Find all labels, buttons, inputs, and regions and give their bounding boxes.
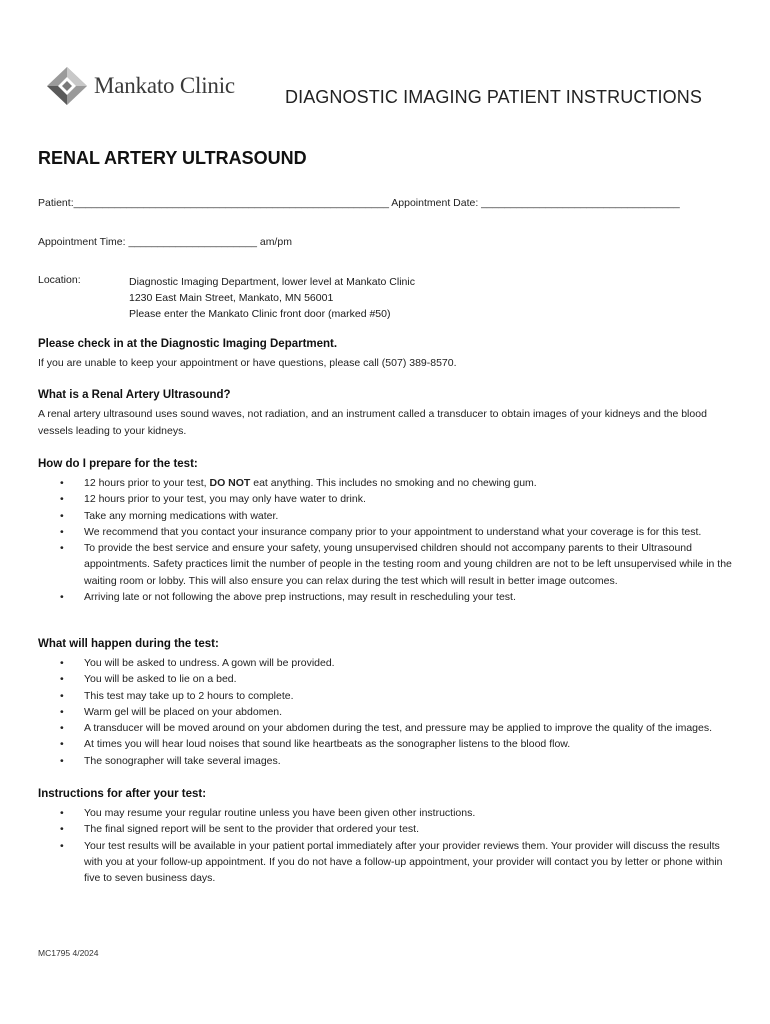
what-is-text: A renal artery ultrasound uses sound waves, not radiation, and an instrument called a transducer to obtain images of your kidneys and the blood vessels leading to your kidneys.: [38, 408, 707, 437]
list-item: • We recommend that you contact your insurance company prior to your appointment to understand what your coverage is for this test.: [38, 524, 734, 540]
appointment-time-line: Appointment Time: ______________________ am/pm: [38, 236, 292, 248]
bullet-icon: •: [60, 542, 64, 555]
list-item: • The final signed report will be sent to the provider that ordered your test.: [38, 821, 734, 837]
what-is-heading: What is a Renal Artery Ultrasound?: [38, 389, 231, 401]
bullet-icon: •: [60, 823, 64, 836]
bullet-icon: •: [60, 705, 64, 718]
checkin-heading: Please check in at the Diagnostic Imaging Department.: [38, 338, 338, 350]
bullet-icon: •: [60, 477, 64, 489]
diamond-logo-icon: [46, 66, 88, 106]
list-item: • Warm gel will be placed on your abdomen.: [38, 704, 734, 720]
list-item: • You will be asked to lie on a bed.: [38, 671, 734, 687]
clinic-logo: [46, 66, 235, 106]
location-line: 1230 East Main Street, Mankato, MN 56001: [129, 292, 334, 304]
after-list: [38, 805, 734, 886]
page-title: RENAL ARTERY ULTRASOUND: [38, 148, 307, 168]
location-address: [129, 274, 415, 322]
form-number: MC1795 4/2024: [38, 948, 99, 958]
during-list: [38, 655, 734, 769]
bullet-icon: •: [60, 722, 64, 735]
bullet-icon: •: [60, 493, 64, 506]
list-item: • Your test results will be available in your patient portal immediately after your provider reviews them. Your provider will discuss the results with you at your follow-up appointment. If you do not have a follow-up appointment, your provider will contact you by letter or phone within five to seven business days.: [60, 839, 723, 885]
list-item: • You may resume your regular routine unless you have been given other instructions.: [38, 805, 734, 821]
logo-text: Mankato Clinic: [94, 73, 235, 98]
bullet-icon: •: [60, 689, 64, 702]
document-heading: DIAGNOSTIC IMAGING PATIENT INSTRUCTIONS: [285, 87, 702, 107]
location-line: Diagnostic Imaging Department, lower level at Mankato Clinic: [129, 276, 415, 288]
list-item: • The sonographer will take several images.: [38, 753, 734, 769]
bullet-icon: •: [60, 738, 64, 751]
bullet-icon: •: [60, 525, 64, 538]
list-item: • Arriving late or not following the above prep instructions, may result in rescheduling your test.: [38, 589, 734, 605]
during-heading: What will happen during the test:: [38, 638, 219, 650]
bullet-icon: •: [60, 657, 64, 669]
list-item: • At times you will hear loud noises that sound like heartbeats as the sonographer listens to the blood flow.: [38, 736, 734, 752]
list-item: • 12 hours prior to your test, DO NOT eat anything. This includes no smoking and no chewing gum.: [38, 475, 734, 491]
list-item: • 12 hours prior to your test, you may only have water to drink.: [38, 491, 734, 507]
list-item: • You will be asked to undress. A gown will be provided.: [38, 655, 734, 671]
prepare-list: [38, 475, 734, 605]
list-item: • To provide the best service and ensure your safety, young unsupervised children should not accompany parents to their Ultrasound appointments. Safety practices limit the number of people in the testing room and young children are not to be left unsupervised while in the waiting room or lobby. This will also ensure you can relax during the test which will result in better image outcomes.: [60, 542, 732, 587]
bullet-icon: •: [60, 754, 64, 767]
bullet-icon: •: [60, 807, 64, 819]
list-item: • This test may take up to 2 hours to complete.: [38, 688, 734, 704]
location-line: Please enter the Mankato Clinic front door (marked #50): [129, 308, 391, 320]
bullet-icon: •: [60, 509, 64, 522]
bullet-icon: •: [60, 591, 64, 604]
list-item: • A transducer will be moved around on your abdomen during the test, and pressure may be applied to improve the quality of the images.: [38, 720, 734, 736]
list-item: • Take any morning medications with water.: [38, 508, 734, 524]
location-label: Location:: [38, 274, 81, 286]
patient-appointment-date-line: Patient:______________________________________________________ Appointment Date: __________________________________: [38, 197, 680, 209]
bullet-icon: •: [60, 839, 64, 852]
bullet-icon: •: [60, 673, 64, 686]
prepare-heading: How do I prepare for the test:: [38, 458, 198, 470]
after-heading: Instructions for after your test:: [38, 788, 207, 800]
checkin-text: If you are unable to keep your appointment or have questions, please call (507) 389-8570.: [38, 357, 457, 369]
